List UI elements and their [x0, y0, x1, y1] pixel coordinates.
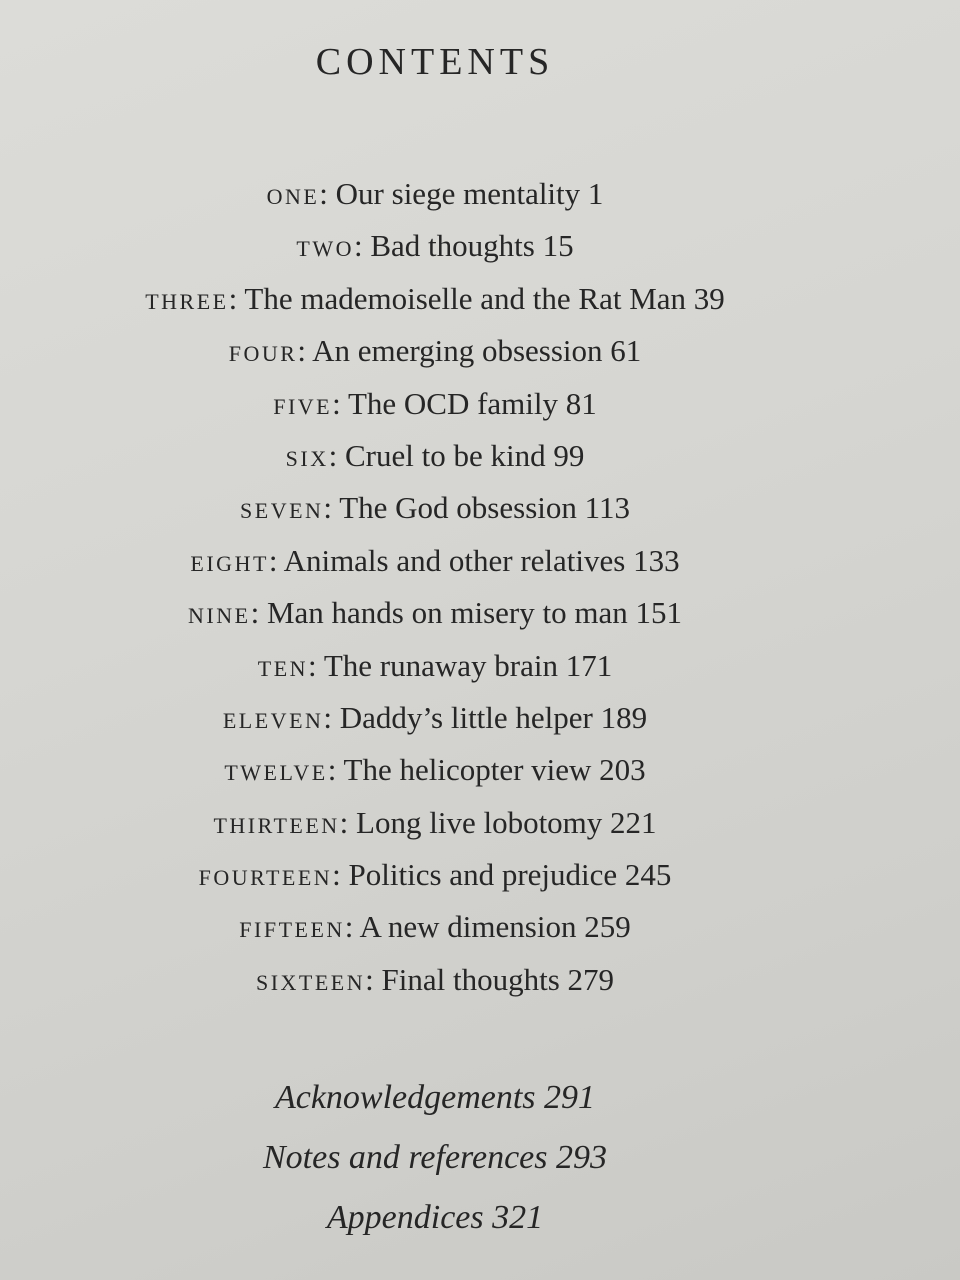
page-number: 189 [600, 699, 648, 735]
back-matter-entry [0, 1068, 870, 1128]
chapter-title: Animals and other relatives [283, 542, 626, 578]
page-number: 151 [635, 595, 682, 631]
toc-entry-3: three: The mademoiselle and the Rat Man 39 [145, 280, 725, 316]
chapter-title: Cruel to be kind [344, 437, 546, 473]
toc-entry-6: six: Cruel to be kind 99 [285, 437, 585, 473]
back-matter-title: Acknowledgements [274, 1079, 536, 1116]
page-number: 171 [565, 647, 613, 683]
page-number: 293 [556, 1139, 608, 1176]
toc-entry-14: fourteen: Politics and prejudice 245 [198, 857, 672, 893]
chapter-title: Long live lobotomy [356, 804, 603, 840]
page-number: 15 [542, 228, 574, 264]
back-matter-title: Notes and references [262, 1139, 548, 1176]
page-number: 221 [610, 804, 657, 840]
toc-entry-9: nine: Man hands on misery to man 151 [188, 595, 682, 631]
chapter-title: The runaway brain [323, 647, 558, 683]
chapter-title: A new dimension [359, 909, 577, 945]
toc-entry-1: one: Our siege mentality 1 [266, 176, 604, 211]
toc-entry-2: two: Bad thoughts 15 [296, 228, 574, 264]
page-number: 1 [587, 176, 604, 211]
chapter-number: two [296, 228, 354, 264]
toc-entry-4: four: An emerging obsession 61 [228, 333, 642, 369]
page-number: 203 [599, 752, 646, 788]
chapter-number: eleven [222, 699, 324, 735]
page-number: 291 [544, 1079, 596, 1116]
toc-entry-10: ten: The runaway brain 171 [257, 647, 613, 683]
chapter-title: The mademoiselle and the Rat Man [244, 280, 687, 316]
back-matter-entry [0, 1188, 870, 1248]
chapter-title: Man hands on misery to man [266, 595, 628, 631]
page-number: 61 [610, 333, 642, 369]
page-number: 245 [624, 857, 672, 893]
chapter-title: The OCD family [347, 385, 559, 421]
chapter-number: five [273, 385, 333, 421]
chapter-number: sixteen [255, 961, 366, 997]
page-number: 321 [492, 1199, 544, 1236]
toc-entry-13: thirteen: Long live lobotomy 221 [213, 804, 657, 840]
toc-entry-12: twelve: The helicopter view 203 [224, 752, 646, 788]
toc-entry-8: eight: Animals and other relatives 133 [190, 542, 680, 578]
page-number: 133 [633, 542, 680, 578]
toc-entry-5: five: The OCD family 81 [273, 385, 597, 421]
page-number: 81 [565, 385, 597, 421]
page-number: 279 [567, 961, 615, 997]
chapter-title: Daddy’s little helper [339, 699, 593, 735]
back-matter-list [0, 1068, 870, 1248]
chapter-list [0, 168, 870, 1006]
chapter-number: eight [190, 542, 269, 578]
chapter-number: nine [188, 595, 251, 631]
chapter-title: Bad thoughts [370, 228, 535, 264]
page-number: 99 [553, 437, 585, 473]
toc-entry-15: fifteen: A new dimension 259 [239, 909, 631, 945]
chapter-number: four [228, 333, 298, 369]
page-number: 39 [693, 280, 725, 316]
chapter-title: The helicopter view [343, 752, 592, 788]
back-matter-entry [0, 1128, 870, 1188]
chapter-number: three [145, 280, 229, 316]
page-number: 259 [584, 909, 631, 945]
chapter-title: Our siege mentality [335, 176, 581, 211]
contents-heading: CONTENTS [315, 41, 555, 83]
back-matter-title: Appendices [326, 1199, 484, 1236]
chapter-title: Politics and prejudice [348, 857, 618, 893]
chapter-number: thirteen [213, 804, 340, 840]
page-number: 113 [584, 490, 630, 526]
toc-entry-11: eleven: Daddy’s little helper 189 [222, 699, 648, 735]
chapter-title: Final thoughts [381, 961, 560, 997]
chapter-number: fifteen [239, 909, 345, 945]
chapter-number: one [266, 176, 320, 211]
chapter-number: ten [257, 647, 309, 683]
toc-entry-16: sixteen: Final thoughts 279 [255, 961, 615, 997]
chapter-number: six [285, 437, 329, 473]
chapter-title: The God obsession [339, 490, 577, 526]
chapter-number: seven [240, 490, 324, 526]
chapter-number: twelve [224, 752, 328, 788]
toc-entry-7: seven: The God obsession 113 [240, 490, 630, 526]
chapter-title: An emerging obsession [312, 333, 603, 369]
chapter-number: fourteen [198, 857, 333, 893]
